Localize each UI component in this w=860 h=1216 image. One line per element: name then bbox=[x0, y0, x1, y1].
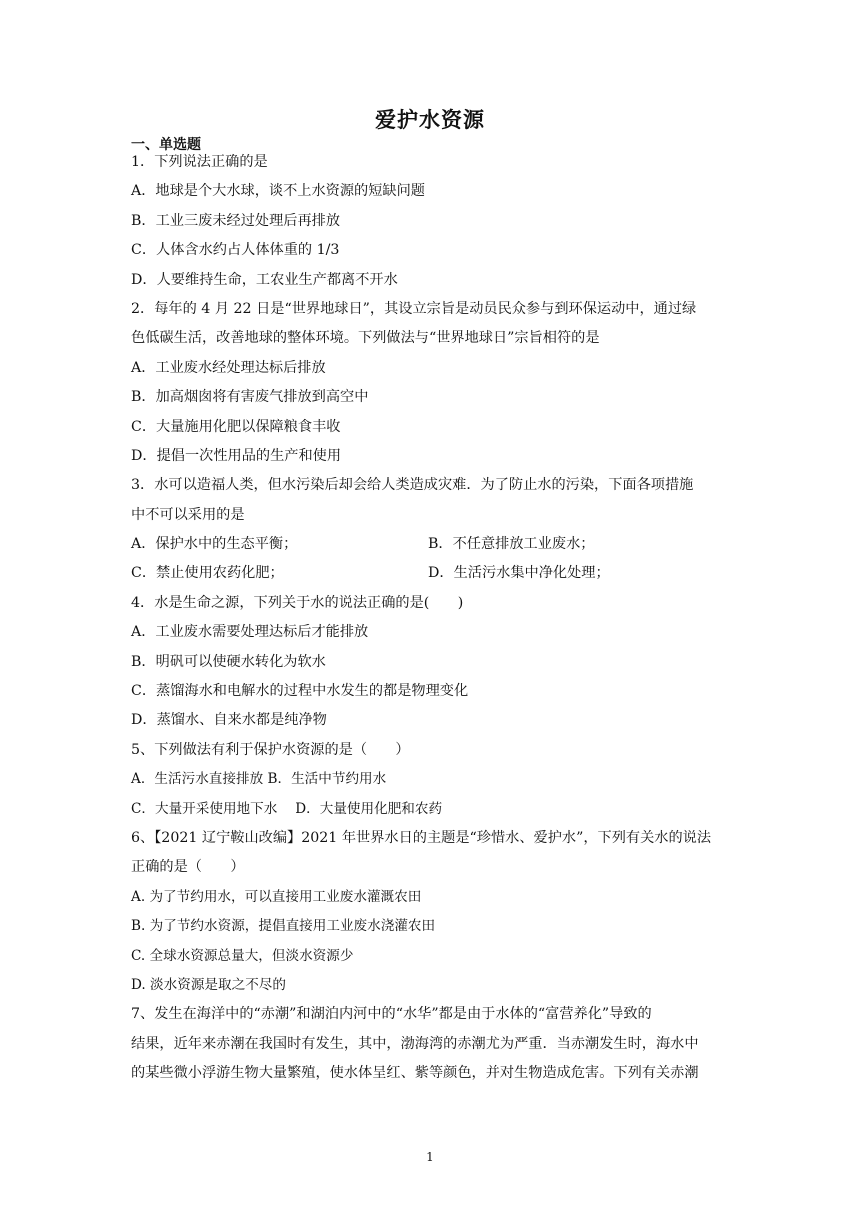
option-c: C．禁止使用农药化肥； bbox=[131, 565, 284, 582]
option-a: A．保护水中的生态平衡； bbox=[131, 536, 298, 553]
text-line: A．生活污水直接排放 B．生活中节约用水 bbox=[131, 771, 387, 788]
text-line: D．蒸馏水、自来水都是纯净物 bbox=[131, 712, 327, 729]
text-line: A. 为了节约用水，可以直接用工业废水灌溉农田 bbox=[131, 888, 422, 905]
text-line: C．大量施用化肥以保障粮食丰收 bbox=[131, 418, 341, 435]
text-line: 中不可以采用的是 bbox=[131, 506, 245, 523]
text-line: A．工业废水经处理达标后排放 bbox=[131, 359, 326, 376]
text-line: 的某些微小浮游生物大量繁殖，使水体呈红、紫等颜色，并对生物造成危害。下列有关赤潮 bbox=[131, 1065, 699, 1082]
option-d: D．生活污水集中净化处理； bbox=[428, 565, 610, 582]
text-line: 3．水可以造福人类，但水污染后却会给人类造成灾难．为了防止水的污染，下面各项措施 bbox=[131, 477, 694, 494]
text-line: C．人体含水约占人体体重的 1/3 bbox=[131, 242, 340, 259]
text-line: D．提倡一次性用品的生产和使用 bbox=[131, 447, 342, 464]
text-line: 2．每年的 4 月 22 日是“世界地球日”，其设立宗旨是动员民众参与到环保运动中，通过绿 bbox=[131, 300, 697, 317]
text-line: 色低碳生活，改善地球的整体环境。下列做法与“世界地球日”宗旨相符的是 bbox=[131, 330, 600, 347]
option-row bbox=[131, 530, 731, 559]
text-line: A．工业废水需要处理达标后才能排放 bbox=[131, 624, 369, 641]
option-row bbox=[131, 559, 731, 588]
text-line: D. 淡水资源是取之不尽的 bbox=[131, 976, 286, 993]
text-line: C．蒸馏海水和电解水的过程中水发生的都是物理变化 bbox=[131, 683, 469, 700]
document-title: 爱护水资源 bbox=[375, 108, 485, 132]
text-line: C. 全球水资源总量大，但淡水资源少 bbox=[131, 947, 354, 964]
text-line: 正确的是（ ） bbox=[131, 859, 245, 876]
text-line: 4．水是生命之源，下列关于水的说法正确的是( ) bbox=[131, 594, 464, 611]
text-line: B. 为了节约水资源，提倡直接用工业废水浇灌农田 bbox=[131, 918, 436, 935]
text-line: 6、【2021 辽宁鞍山改编】2021 年世界水日的主题是“珍惜水、爱护水”，下列有关水的说法 bbox=[131, 829, 712, 846]
option-b: B．不任意排放工业废水； bbox=[428, 536, 595, 553]
page-number: 1 bbox=[426, 1150, 434, 1164]
text-line: C．大量开采使用地下水 D．大量使用化肥和农药 bbox=[131, 800, 443, 817]
text-line: B．明矾可以使硬水转化为软水 bbox=[131, 653, 326, 670]
text-line: A．地球是个大水球，谈不上水资源的短缺问题 bbox=[131, 183, 425, 200]
text-line: 1．下列说法正确的是 bbox=[131, 154, 268, 170]
text-line: 5、下列做法有利于保护水资源的是（ ） bbox=[131, 741, 410, 758]
section-heading: 一、单选题 bbox=[131, 137, 201, 153]
question-content bbox=[131, 148, 731, 1089]
text-line: 结果，近年来赤潮在我国时有发生，其中，渤海湾的赤潮尤为严重．当赤潮发生时，海水中 bbox=[131, 1035, 699, 1052]
text-line: 7、发生在海洋中的“赤潮”和湖泊内河中的“水华”都是由于水体的“富营养化”导致的 bbox=[131, 1006, 652, 1023]
text-line: D．人要维持生命，工农业生产都离不开水 bbox=[131, 271, 398, 288]
text-line: B．加高烟囱将有害废气排放到高空中 bbox=[131, 389, 369, 406]
text-line: B．工业三废未经过处理后再排放 bbox=[131, 212, 341, 229]
